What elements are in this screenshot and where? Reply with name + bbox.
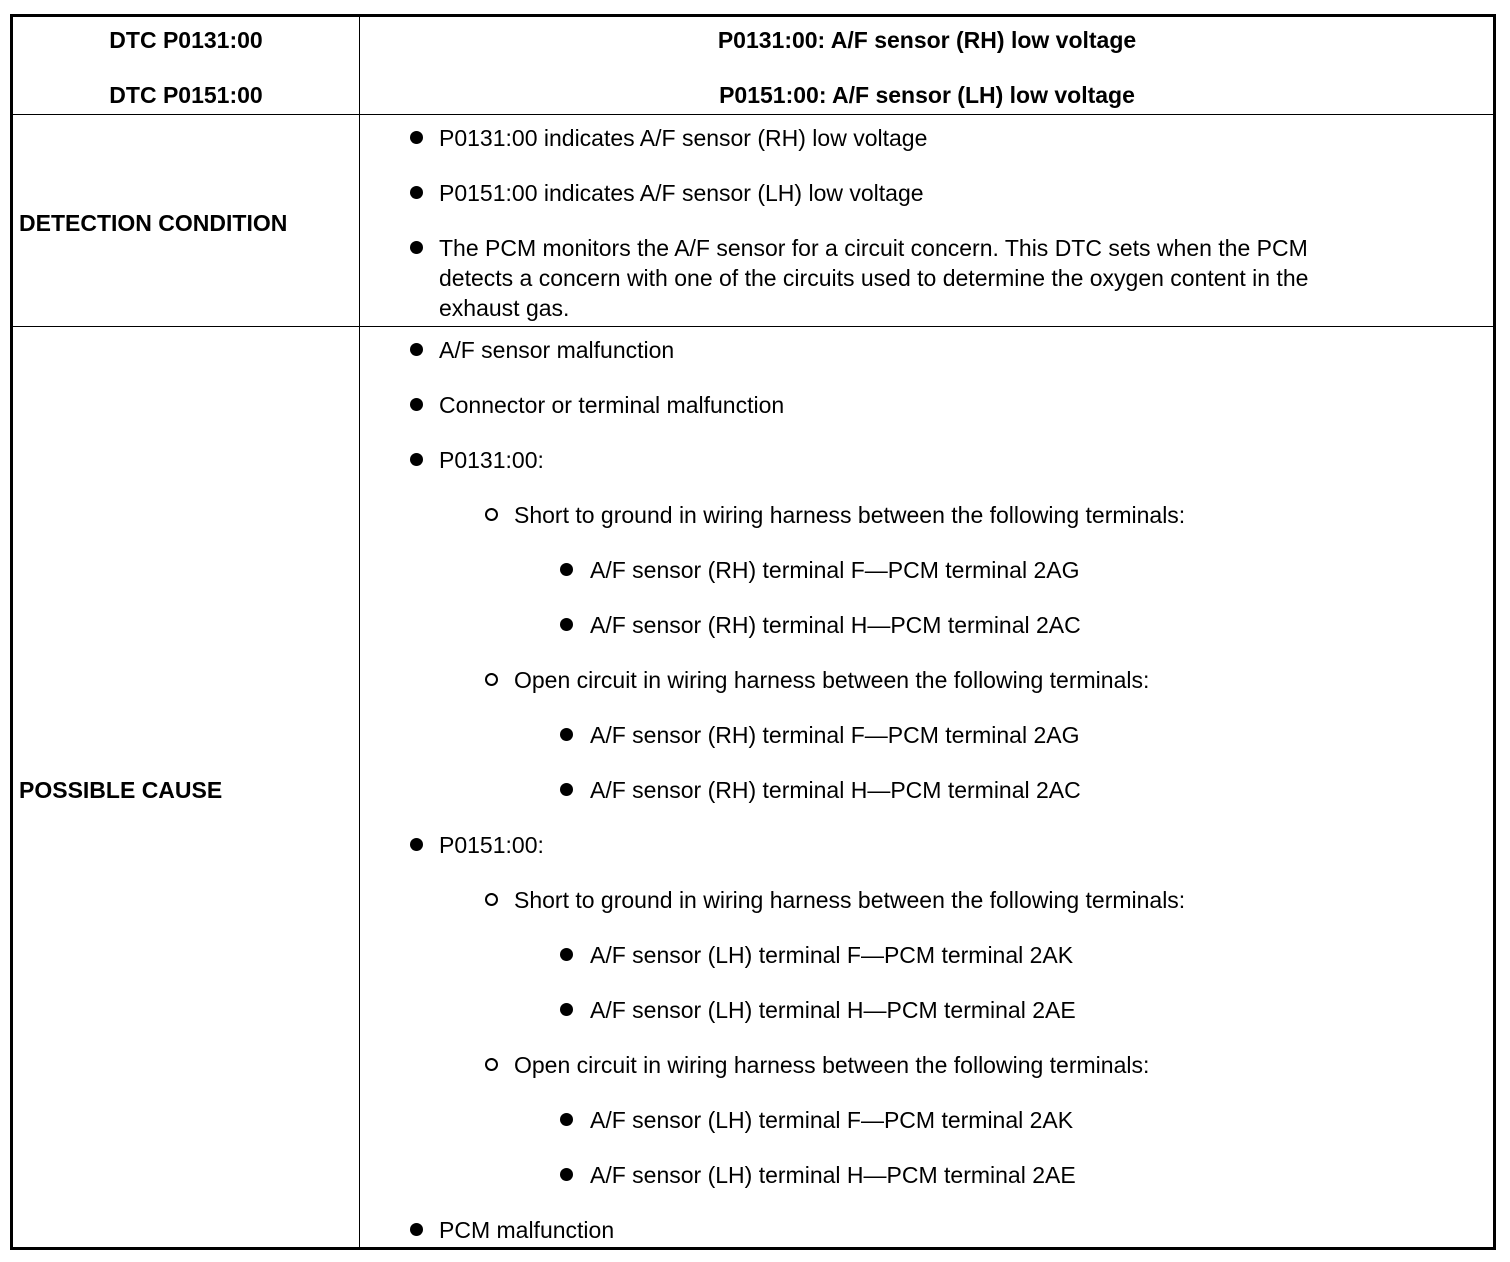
bullet-icon xyxy=(410,453,423,466)
bullet-icon xyxy=(560,1168,573,1181)
cause-item: P0131:00: xyxy=(439,447,544,473)
circle-bullet-icon xyxy=(485,508,498,521)
bullet-icon xyxy=(410,186,423,199)
possible-cause-label: POSSIBLE CAUSE xyxy=(19,777,223,803)
cause-item: PCM malfunction xyxy=(439,1217,615,1243)
cause-item: A/F sensor malfunction xyxy=(439,337,675,363)
bullet-icon xyxy=(560,618,573,631)
cause-terminal: A/F sensor (LH) terminal F—PCM terminal 2AK xyxy=(590,942,1074,968)
cause-item: P0151:00: xyxy=(439,832,544,858)
dtc-title-1: P0131:00: A/F sensor (RH) low voltage xyxy=(717,27,1137,53)
cause-subitem: Open circuit in wiring harness between the following terminals: xyxy=(514,1052,1150,1078)
detection-monitor-line-2: detects a concern with one of the circuits used to determine the oxygen content in the xyxy=(439,265,1309,291)
circle-bullet-icon xyxy=(485,1058,498,1071)
bullet-icon xyxy=(410,398,423,411)
cause-terminal: A/F sensor (RH) terminal H—PCM terminal 2AC xyxy=(590,612,1081,638)
circle-bullet-icon xyxy=(485,673,498,686)
row-divider-detection xyxy=(13,326,1493,327)
detection-condition-label: DETECTION CONDITION xyxy=(19,210,288,236)
cause-terminal: A/F sensor (LH) terminal H—PCM terminal 2AE xyxy=(590,1162,1076,1188)
cause-terminal: A/F sensor (RH) terminal F—PCM terminal 2AG xyxy=(590,557,1080,583)
bullet-icon xyxy=(560,728,573,741)
dtc-table xyxy=(10,14,1496,1250)
detection-item: P0151:00 indicates A/F sensor (LH) low voltage xyxy=(439,180,924,206)
cause-terminal: A/F sensor (RH) terminal H—PCM terminal 2AC xyxy=(590,777,1081,803)
cause-terminal: A/F sensor (LH) terminal F—PCM terminal 2AK xyxy=(590,1107,1074,1133)
bullet-icon xyxy=(560,563,573,576)
detection-monitor-line-3: exhaust gas. xyxy=(439,295,570,321)
detection-item: P0131:00 indicates A/F sensor (RH) low voltage xyxy=(439,125,928,151)
bullet-icon xyxy=(410,343,423,356)
cause-subitem: Short to ground in wiring harness between the following terminals: xyxy=(514,502,1186,528)
bullet-icon xyxy=(410,838,423,851)
cause-item: Connector or terminal malfunction xyxy=(439,392,785,418)
circle-bullet-icon xyxy=(485,893,498,906)
dtc-code-1: DTC P0131:00 xyxy=(109,27,263,53)
dtc-code-2: DTC P0151:00 xyxy=(109,82,263,108)
bullet-icon xyxy=(560,1113,573,1126)
column-divider xyxy=(359,17,360,1247)
detection-monitor-line-1: The PCM monitors the A/F sensor for a circuit concern. This DTC sets when the PCM xyxy=(439,235,1308,261)
row-divider-header xyxy=(13,114,1493,115)
bullet-icon xyxy=(560,1003,573,1016)
bullet-icon xyxy=(410,1223,423,1236)
cause-subitem: Short to ground in wiring harness between the following terminals: xyxy=(514,887,1186,913)
bullet-icon xyxy=(410,241,423,254)
bullet-icon xyxy=(560,948,573,961)
cause-terminal: A/F sensor (LH) terminal H—PCM terminal 2AE xyxy=(590,997,1076,1023)
bullet-icon xyxy=(560,783,573,796)
bullet-icon xyxy=(410,131,423,144)
dtc-title-2: P0151:00: A/F sensor (LH) low voltage xyxy=(719,82,1135,108)
cause-terminal: A/F sensor (RH) terminal F—PCM terminal 2AG xyxy=(590,722,1080,748)
cause-subitem: Open circuit in wiring harness between the following terminals: xyxy=(514,667,1150,693)
